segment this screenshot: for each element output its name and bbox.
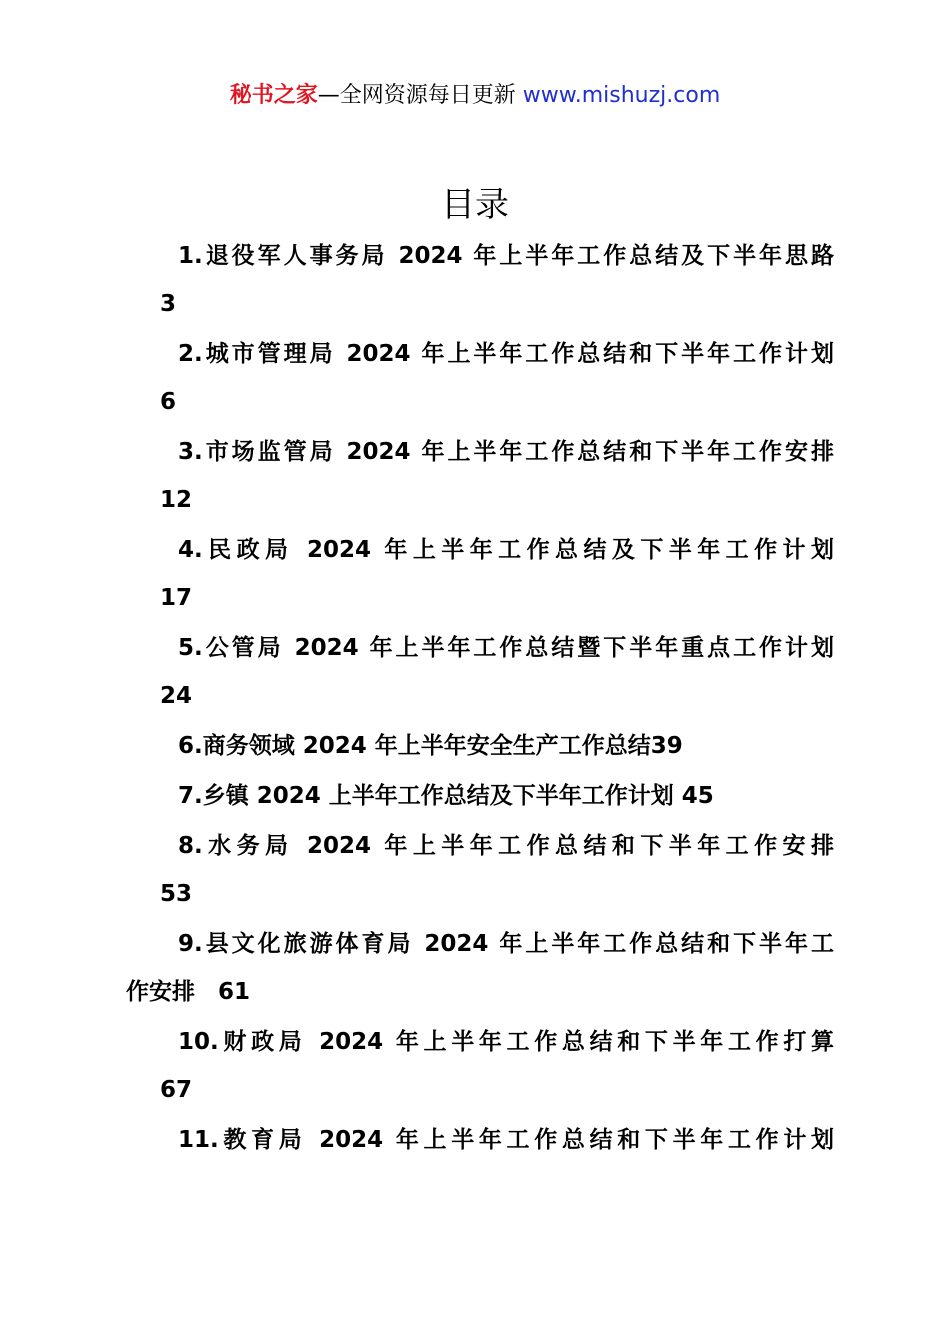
toc-entry-3[interactable]	[126, 428, 834, 524]
site-header	[0, 78, 950, 114]
toc-entry-title: 10.财政局 2024 年上半年工作总结和下半年工作打算	[178, 1029, 834, 1055]
toc-entry-9[interactable]	[126, 920, 834, 1016]
site-url-link[interactable]: www.mishuzj.com	[522, 83, 721, 108]
toc-entry-title: 2.城市管理局 2024 年上半年工作总结和下半年工作计划	[178, 341, 834, 367]
toc-entry-title: 9.县文化旅游体育局 2024 年上半年工作总结和下半年工	[178, 931, 834, 957]
toc-entry-page: 6	[160, 389, 177, 415]
toc-entry-title: 8.水务局 2024 年上半年工作总结和下半年工作安排	[178, 833, 834, 859]
toc-entry-page: 53	[160, 881, 193, 907]
toc-entry-page: 12	[160, 487, 193, 513]
toc-entry-page: 24	[160, 683, 193, 709]
toc-entry-7[interactable]	[126, 772, 834, 820]
toc-entry-title: 5.公管局 2024 年上半年工作总结暨下半年重点工作计划	[178, 635, 834, 661]
toc-entry-5[interactable]	[126, 624, 834, 720]
toc-entry-page: 67	[160, 1077, 193, 1103]
brand-name: 秘书之家	[229, 83, 318, 108]
toc-entry-1[interactable]	[126, 232, 834, 328]
toc-entry-10[interactable]	[126, 1018, 834, 1114]
toc-entry-8[interactable]	[126, 822, 834, 918]
toc-entry-page: 3	[160, 291, 177, 317]
table-of-contents	[126, 232, 834, 1166]
toc-entry-title: 11.教育局 2024 年上半年工作总结和下半年工作计划	[178, 1127, 834, 1153]
toc-entry-11[interactable]	[126, 1116, 834, 1164]
page-title: 目录	[441, 185, 509, 225]
toc-entry-title: 4.民政局 2024 年上半年工作总结及下半年工作计划	[178, 537, 834, 563]
toc-entry-title: 3.市场监管局 2024 年上半年工作总结和下半年工作安排	[178, 439, 834, 465]
toc-entry-title: 6.商务领域 2024 年上半年安全生产工作总结39	[178, 733, 683, 759]
toc-entry-title: 1.退役军人事务局 2024 年上半年工作总结及下半年思路	[178, 243, 834, 269]
toc-entry-title-continued: 作安排 61	[126, 979, 251, 1005]
header-tagline: —全网资源每日更新	[317, 83, 516, 108]
toc-entry-4[interactable]	[126, 526, 834, 622]
toc-entry-6[interactable]	[126, 722, 834, 770]
toc-entry-title: 7.乡镇 2024 上半年工作总结及下半年工作计划 45	[178, 783, 714, 809]
toc-entry-page: 17	[160, 585, 193, 611]
toc-entry-2[interactable]	[126, 330, 834, 426]
